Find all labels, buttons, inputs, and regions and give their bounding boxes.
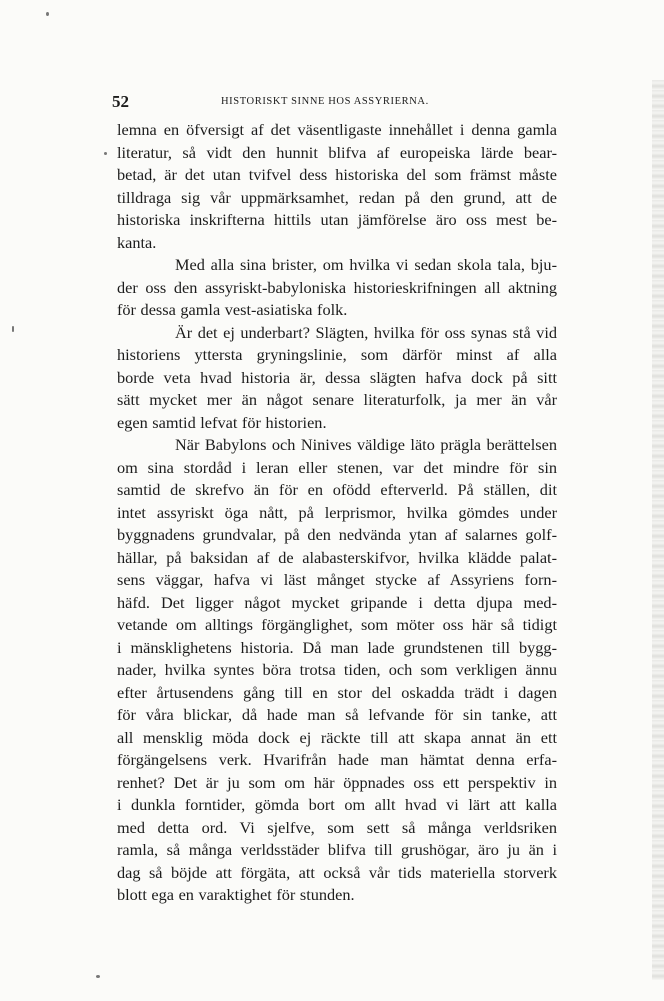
text-line: förgängelsens verk. Hvarifrån hade man hämtat denna erfa-: [117, 750, 557, 769]
text-line: blott ega en varaktighet för stunden.: [117, 885, 355, 904]
text-line: Är det ej underbart? Slägten, hvilka för oss synas stå vid: [175, 322, 557, 342]
text-line: efter årtusendens gång till en stor del oskadda trädt i dagen: [117, 682, 557, 702]
text-line: literatur, så vidt den hunnit blifva af europeiska lärde bear-: [117, 142, 557, 162]
text-line: nader, hvilka syntes böra trotsa tiden, och som verkligen ännu: [117, 660, 557, 679]
paragraph: [117, 119, 557, 254]
text-line: samtid de skrefvo än för en ofödd efterverld. På ställen, dit: [117, 480, 557, 499]
text-line: vetande om alltings förgänglighet, som möter oss här så tidigt: [117, 615, 557, 634]
text-line: egen samtid lefvat för historien.: [117, 412, 327, 432]
paragraph: [117, 322, 557, 435]
text-line: kanta.: [117, 232, 157, 252]
text-line: betad, är det utan tvifvel dess historiska del som främst måste: [117, 165, 557, 184]
text-line: med detta ord. Vi sjelfve, som sett så många verldsriken: [117, 817, 557, 837]
text-line: intet assyriskt öga nått, på lerprismor, hvilka gömdes under: [117, 502, 557, 522]
paper-speck: [96, 975, 100, 978]
text-line: borde veta hvad historia är, dessa slägten hafva dock på sitt: [117, 367, 557, 387]
paragraph: [117, 434, 557, 907]
text-line: all mensklig möda dock ej räckte till att skapa annat än ett: [117, 727, 557, 747]
text-line: hällar, på baksidan af de alabasterskifvor, hvilka klädde palat-: [117, 547, 557, 567]
text-line: När Babylons och Ninives väldige läto prägla berättelsen: [175, 435, 557, 454]
paragraph: [117, 254, 557, 322]
text-line: historiens yttersta gryningslinie, som därför minst af alla: [117, 345, 557, 364]
text-line: ramla, så många verldsstäder blifva till grushögar, äro ju än i: [117, 840, 557, 859]
text-line: dag så böjde att förgäta, att också vår tids materiella storverk: [117, 862, 557, 882]
text-line: sätt mycket mer än något senare literaturfolk, ja mer än vår: [117, 390, 557, 409]
text-line: lemna en öfversigt af det väsentligaste innehållet i denna gamla: [117, 120, 557, 139]
text-line: byggnadens grundvalar, på den nedvända ytan af salarnes golf-: [117, 525, 557, 544]
page-edge-shadow: [652, 80, 664, 980]
paper-speck: [104, 152, 107, 155]
body-text: [117, 119, 557, 907]
text-line: om sina stordåd i leran eller stenen, var det mindre för sin: [117, 457, 557, 477]
paper-speck: [46, 12, 49, 16]
text-line: der oss den assyriskt-babyloniska historieskrifningen all aktning: [117, 277, 557, 297]
text-line: tilldraga sig vår uppmärksamhet, redan på den grund, att de: [117, 187, 557, 207]
text-line: i mänsklighetens historia. Då man lade grundstenen till bygg-: [117, 637, 557, 657]
text-line: renhet? Det är ju som om här öppnades oss ett perspektiv in: [117, 772, 557, 792]
running-title: HISTORISKT SINNE HOS ASSYRIERNA.: [221, 96, 429, 107]
text-line: Med alla sina brister, om hvilka vi sedan skola tala, bju-: [175, 255, 557, 274]
text-line: i dunkla forntider, gömda bort om allt hvad vi lärt att kalla: [117, 795, 557, 814]
page-number: 52: [112, 92, 129, 111]
paper-speck: [12, 326, 14, 332]
text-line: häfd. Det ligger något mycket gripande i detta djupa med-: [117, 592, 557, 612]
text-line: sens väggar, hafva vi läst månget stycke af Assyriens forn-: [117, 570, 557, 589]
text-line: för dessa gamla vest-asiatiska folk.: [117, 300, 348, 319]
text-line: för våra blickar, då hade man så lefvande för sin tanke, att: [117, 705, 557, 724]
text-line: historiska inskrifterna hittils utan jämförelse äro oss mest be-: [117, 210, 557, 229]
